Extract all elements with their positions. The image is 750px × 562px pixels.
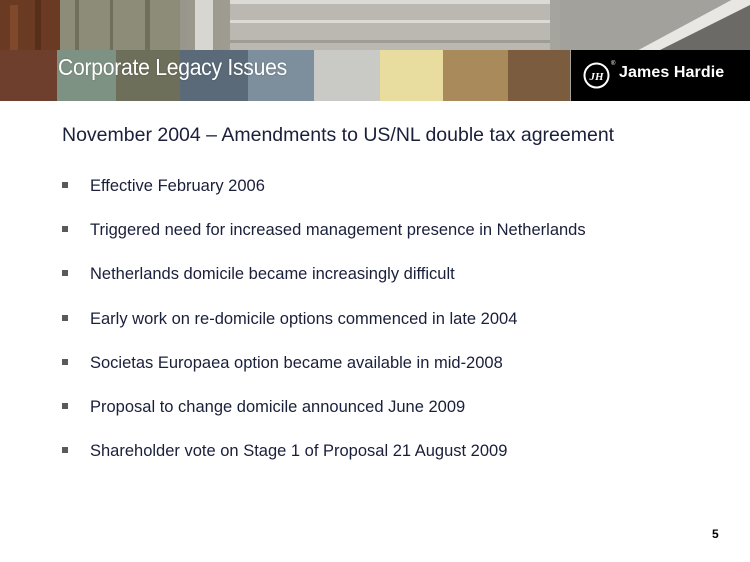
square-bullet-icon <box>62 315 68 321</box>
bullet-item <box>62 308 586 352</box>
square-bullet-icon <box>62 182 68 188</box>
bullet-text: Triggered need for increased management presence in Netherlands <box>90 221 586 240</box>
square-bullet-icon <box>62 270 68 276</box>
bullet-item <box>62 396 586 440</box>
swatch <box>0 50 57 101</box>
bullet-text: Effective February 2006 <box>90 177 265 195</box>
svg-text:JH: JH <box>589 71 604 83</box>
bullet-text: Proposal to change domicile announced June 2009 <box>90 397 466 416</box>
swatch <box>443 50 508 101</box>
bullet-item <box>62 440 586 484</box>
bullet-item <box>62 263 586 307</box>
bullet-text: Early work on re-domicile options commenced in late 2004 <box>90 309 518 328</box>
bullet-text: Societas Europaea option became available in mid-2008 <box>90 353 503 372</box>
slide-title: Corporate Legacy Issues <box>58 54 287 80</box>
section-heading: November 2004 – Amendments to US/NL double tax agreement <box>62 124 615 146</box>
bullet-item <box>62 352 586 396</box>
bullet-text: Shareholder vote on Stage 1 of Proposal 21 August 2009 <box>90 442 508 461</box>
bullet-list <box>62 175 586 484</box>
square-bullet-icon <box>62 359 68 365</box>
jh-monogram-icon <box>583 62 610 89</box>
page-number: 5 <box>712 527 719 541</box>
logo-wordmark: James Hardie <box>619 64 725 81</box>
bullet-item <box>62 219 586 263</box>
square-bullet-icon <box>62 447 68 453</box>
swatch <box>314 50 380 101</box>
swatch <box>508 50 570 101</box>
registered-mark: ® <box>611 61 616 67</box>
bullet-item <box>62 175 586 219</box>
square-bullet-icon <box>62 403 68 409</box>
swatch <box>380 50 443 101</box>
company-logo <box>571 50 750 101</box>
header-banner <box>0 0 750 101</box>
bullet-text: Netherlands domicile became increasingly difficult <box>90 265 455 284</box>
square-bullet-icon <box>62 226 68 232</box>
